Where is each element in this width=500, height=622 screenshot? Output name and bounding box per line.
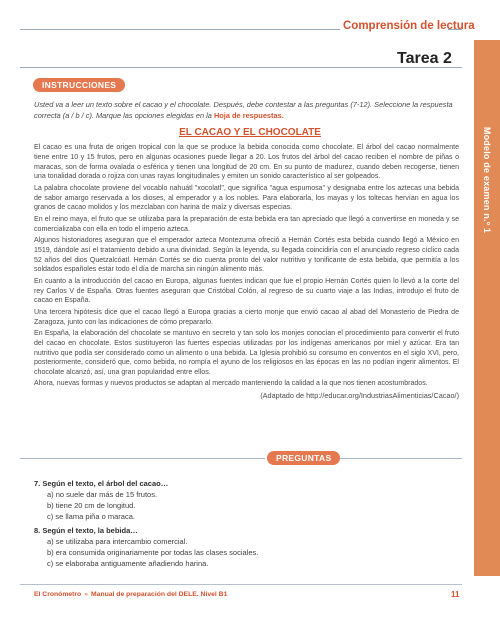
- reading-text: [34, 143, 459, 402]
- instructions-label: INSTRUCCIONES: [33, 78, 125, 92]
- answer-sheet-link: Hoja de respuestas.: [213, 110, 284, 120]
- questions-rule-left: [20, 458, 265, 459]
- side-tab: [474, 40, 500, 576]
- paragraph: El cacao es una fruta de origen tropical con la que se produce la bebida conocida como chocolate. El árbol del cacao normalmente tiene entre 10 y 15 frutos, pero en algunas ocasiones puede llegar a 20. Los frutos del árbol del cacao reciben el nombre de piñas o maracas, son de forma ovalada o esférica y tienen una longitud de 20 cm. En su punto de madurez, cuando deben recogerse, tienen una tonalidad dorada o rojiza con unas rayas longitudinales y emiten un sonido característico al ser golpeados.: [34, 144, 459, 181]
- page-number: 11: [451, 590, 460, 599]
- answer-option[interactable]: a) no suele dar más de 15 frutos.: [47, 490, 158, 499]
- text-title: EL CACAO Y EL CHOCOLATE: [179, 127, 321, 138]
- paragraph: Ahora, nuevas formas y nuevos productos se adaptan al mercado manteniendo la calidad a la que nos tienen acostumbrados.: [34, 380, 428, 388]
- instructions-body: Usted va a leer un texto sobre el cacao y el chocolate. Después, debe contestar a las preguntas (7-12). Seleccione la respuesta correcta (a / b / c). Marque las opciones elegidas en la: [34, 100, 453, 120]
- questions-label: PREGUNTAS: [267, 451, 340, 465]
- paragraph: Una tercera hipótesis dice que el cacao llegó a Europa gracias a cierto monje que envió cacao al abad del Monasterio de Piedra de Zaragoza, junto con las indicaciones de cómo prepararlo.: [34, 308, 459, 326]
- footer: [34, 591, 227, 598]
- answer-option[interactable]: b) tiene 20 cm de longitud.: [47, 501, 136, 510]
- task-rule: [20, 67, 462, 68]
- questions-list: [34, 478, 454, 572]
- answer-option[interactable]: a) se utilizaba para intercambio comercial.: [47, 537, 188, 546]
- question-text: 8. Según el texto, la bebida…: [34, 526, 138, 535]
- footer-book-title: Manual de preparación del DELE. Nivel B1: [91, 591, 228, 598]
- question-text: 7. Según el texto, el árbol del cacao…: [34, 479, 169, 488]
- side-tab-label: Modelo de examen n.º 1: [482, 126, 492, 234]
- task-label: Tarea 2: [397, 50, 452, 67]
- question-item: [34, 478, 454, 522]
- header-rule-right: [448, 29, 462, 30]
- question-item: [34, 525, 454, 569]
- questions-rule-right: [340, 458, 462, 459]
- header-rule: [20, 29, 340, 30]
- paragraph: En cuanto a la introducción del cacao en Europa, algunas fuentes indican que fue el propio Hernán Cortés quien lo llevó a la corte del rey Carlos V de España. Otras fuentes aseguran que Cristóbal Colón, al regreso de su cuarto viaje a las Indias, introdujo el fruto de cacao en España.: [34, 277, 459, 305]
- footer-brand: El Cronómetro: [34, 591, 82, 598]
- section-title: Comprensión de lectura: [343, 20, 475, 32]
- instructions-text: [34, 100, 459, 121]
- answer-option[interactable]: b) era consumida originariamente por todas las clases sociales.: [47, 548, 259, 557]
- paragraph: En España, la elaboración del chocolate se mantuvo en secreto y tan solo los monjes conocían el procedimiento para convertir el fruto del cacao en chocolate. Estos sustituyeron las fuertes especias utilizadas por los indígenas americanos por miel y azúcar. Era tan nutritivo que podía ser considerado como un alimento o una bebida. La Iglesia prohibió su consumo en conventos en el siglo XVI, pero, posteriormente, consideró que, como bebida, no rompía el ayuno de los religiosos en las épocas en las no podían ingerir alimentos. El chocolate alcanzó, así, una gran popularidad entre ellos.: [34, 329, 459, 377]
- answer-option[interactable]: c) se elaboraba antiguamente añadiendo harina.: [47, 559, 209, 568]
- paragraph: Algunos historiadores aseguran que el emperador azteca Montezuma ofreció a Hernán Cortés esta bebida cuando llegó a México en 1519, dándole así el tratamiento debido a una divinidad. Según la leyenda, su llegada coincidiría con el anunciado regreso cíclico cada 52 años del dios Quetzalcóatl. Hernán Cortés se dio cuenta pronto del valor nutritivo y tonificante de esta bebida, que permitía a los soldados españoles estar todo el día de marcha sin ningún alimento más.: [34, 236, 459, 274]
- source-citation: (Adaptado de http://educar.org/IndustriasAlimenticias/Cacao/): [260, 390, 459, 400]
- paragraph: En el reino maya, el fruto que se utilizaba para la preparación de esta bebida era tan apreciado que llegó a convertirse en moneda y se comercializaba con ella en todo el imperio azteca.: [34, 215, 459, 233]
- paragraph: La palabra chocolate proviene del vocablo nahuátl "xocolatl", que significa "agua espumosa" y designaba entre los aztecas una bebida de sabor amargo reservada a los dioses, al emperador y a los nobles. Para elaborarla, los mayas y los toltecas hervían en agua los granos de cacao molidos y los mezclaban con harina de maíz y diversas especias.: [34, 184, 459, 212]
- answer-option[interactable]: c) se llama piña o maraca.: [47, 512, 135, 521]
- footer-rule: [20, 584, 462, 585]
- footer-separator: »: [84, 591, 88, 598]
